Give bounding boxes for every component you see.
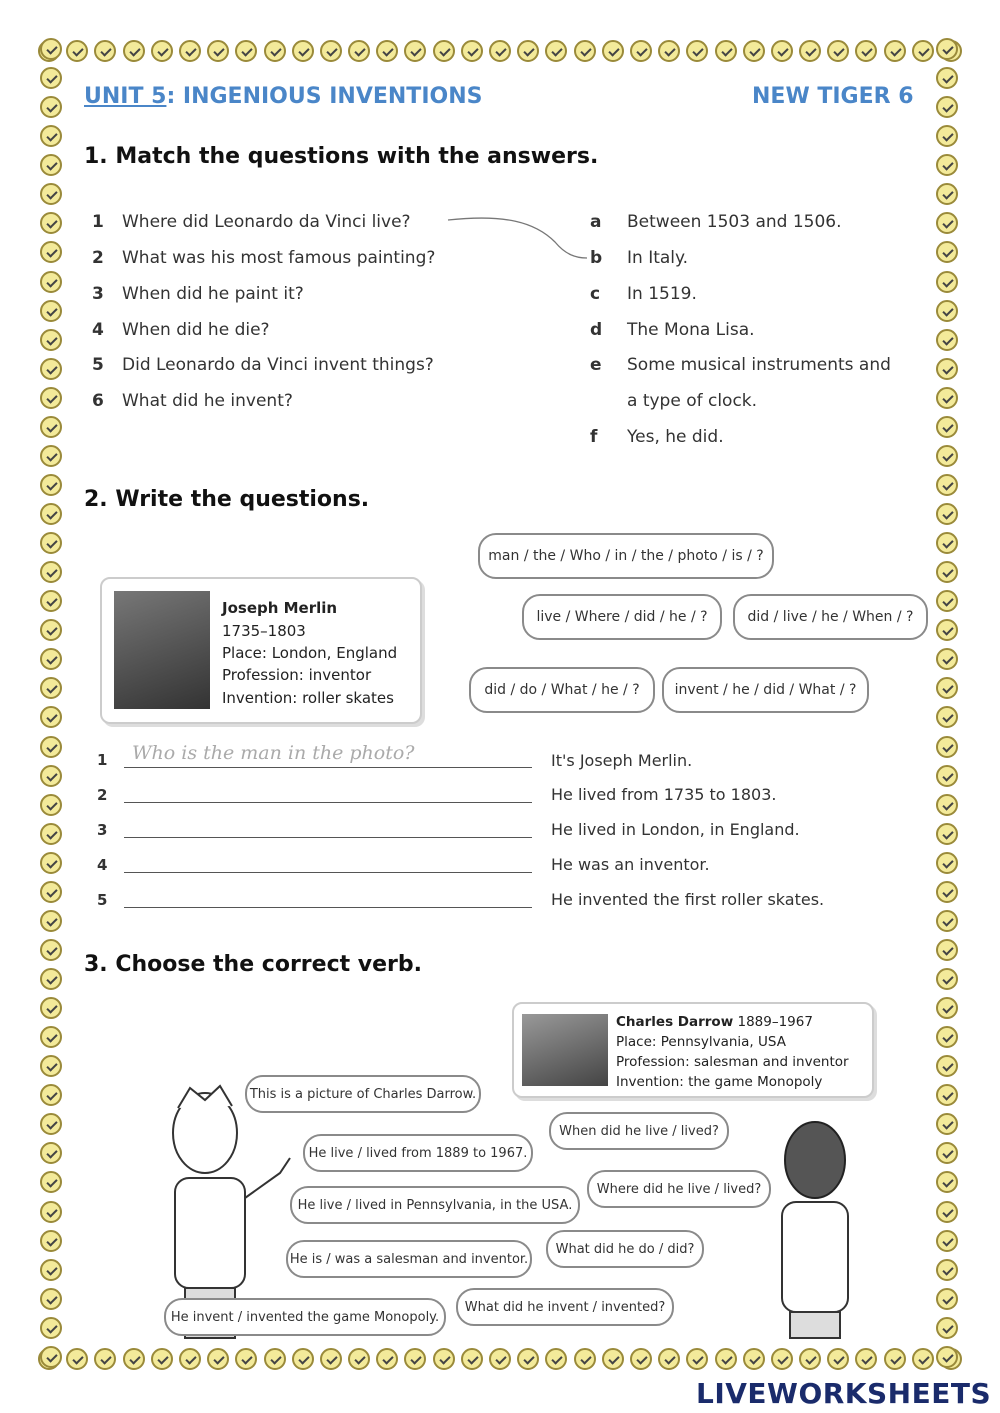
- clock-icon: [151, 40, 173, 62]
- darrow-profession: Profession: salesman and inventor: [616, 1054, 849, 1070]
- clock-icon: [320, 40, 342, 62]
- clock-icon: [40, 474, 62, 496]
- ans-c-text: In 1519.: [627, 284, 697, 304]
- clock-icon: [799, 40, 821, 62]
- clock-icon: [658, 40, 680, 62]
- boy-right-illustration: [760, 1110, 870, 1340]
- ans-f-letter: f: [590, 427, 598, 447]
- right-bubble-3[interactable]: What did he do / did?: [546, 1230, 704, 1268]
- clock-icon: [936, 387, 958, 409]
- clock-icon: [40, 358, 62, 380]
- clock-icon: [433, 40, 455, 62]
- clock-icon: [884, 40, 906, 62]
- right-bubble-4[interactable]: What did he invent / invented?: [456, 1288, 674, 1326]
- unit-label: UNIT 5: [84, 84, 167, 109]
- q5-text: Did Leonardo da Vinci invent things?: [122, 355, 434, 375]
- clock-icon: [936, 1142, 958, 1164]
- clock-icon: [936, 1288, 958, 1310]
- clock-icon: [574, 1348, 596, 1370]
- clock-icon: [936, 1171, 958, 1193]
- clock-icon: [936, 1055, 958, 1077]
- clock-icon: [40, 532, 62, 554]
- clock-icon: [686, 40, 708, 62]
- q6-text: What did he invent?: [122, 391, 293, 411]
- darrow-years: 1889–1967: [737, 1014, 813, 1030]
- clock-icon: [40, 125, 62, 147]
- clock-icon: [348, 40, 370, 62]
- clock-icon: [630, 1348, 652, 1370]
- line1-field[interactable]: [124, 767, 532, 768]
- clock-icon: [40, 939, 62, 961]
- clock-icon: [40, 96, 62, 118]
- clock-icon: [574, 40, 596, 62]
- clock-icon: [936, 619, 958, 641]
- line5-num: 5: [97, 891, 108, 909]
- bubble-q1: man / the / Who / in / the / photo / is / ?: [478, 533, 774, 579]
- clock-icon: [40, 67, 62, 89]
- clock-icon: [40, 997, 62, 1019]
- line3-field[interactable]: [124, 837, 532, 838]
- left-bubble-1: This is a picture of Charles Darrow.: [245, 1075, 481, 1113]
- clock-icon: [743, 40, 765, 62]
- line4-answer: He was an inventor.: [551, 855, 710, 874]
- clock-icon: [936, 590, 958, 612]
- clock-icon: [936, 736, 958, 758]
- ans-d-letter: d: [590, 320, 603, 340]
- clock-icon: [630, 40, 652, 62]
- clock-icon: [936, 416, 958, 438]
- clock-icon: [264, 1348, 286, 1370]
- q1-num: 1: [92, 212, 104, 232]
- q4-text: When did he die?: [122, 320, 270, 340]
- left-bubble-2[interactable]: He live / lived from 1889 to 1967.: [303, 1134, 533, 1172]
- bubble-q3: did / live / he / When / ?: [733, 594, 928, 640]
- clock-icon: [545, 40, 567, 62]
- ans-d-text: The Mona Lisa.: [627, 320, 755, 340]
- ans-c-letter: c: [590, 284, 601, 304]
- clock-icon: [884, 1348, 906, 1370]
- clock-icon: [771, 1348, 793, 1370]
- ans-a-letter: a: [590, 212, 602, 232]
- line1-num: 1: [97, 751, 108, 769]
- bubble-q2: live / Where / did / he / ?: [522, 594, 722, 640]
- ans-e-letter: e: [590, 355, 602, 375]
- clock-icon: [827, 40, 849, 62]
- line2-num: 2: [97, 786, 108, 804]
- clock-icon: [40, 968, 62, 990]
- clock-icon: [40, 1113, 62, 1135]
- clock-icon: [855, 1348, 877, 1370]
- clock-icon: [40, 329, 62, 351]
- clock-icon: [936, 1259, 958, 1281]
- clock-icon: [936, 300, 958, 322]
- clock-icon: [40, 881, 62, 903]
- q2-text: What was his most famous painting?: [122, 248, 436, 268]
- section1-heading: 1. Match the questions with the answers.: [84, 144, 599, 169]
- section3-heading: 3. Choose the correct verb.: [84, 952, 423, 977]
- clock-icon: [40, 503, 62, 525]
- clock-icon: [376, 1348, 398, 1370]
- clock-icon: [40, 823, 62, 845]
- clock-icon: [40, 300, 62, 322]
- clock-icon: [936, 939, 958, 961]
- line4-num: 4: [97, 856, 108, 874]
- clock-icon: [40, 1317, 62, 1339]
- clock-icon: [461, 40, 483, 62]
- line5-answer: He invented the first roller skates.: [551, 890, 825, 909]
- clock-icon: [936, 648, 958, 670]
- clock-icon: [40, 271, 62, 293]
- line1-answer: It's Joseph Merlin.: [551, 751, 693, 770]
- clock-icon: [292, 1348, 314, 1370]
- q5-num: 5: [92, 355, 104, 375]
- clock-icon: [40, 154, 62, 176]
- clock-icon: [461, 1348, 483, 1370]
- clock-icon: [40, 1055, 62, 1077]
- clock-icon: [602, 1348, 624, 1370]
- clock-icon: [799, 1348, 821, 1370]
- clock-icon: [658, 1348, 680, 1370]
- clock-icon: [40, 1026, 62, 1048]
- merlin-portrait: [114, 591, 210, 709]
- q6-num: 6: [92, 391, 104, 411]
- clock-icon: [602, 40, 624, 62]
- merlin-years: 1735–1803: [222, 622, 306, 640]
- clock-icon: [936, 910, 958, 932]
- clock-icon: [404, 1348, 426, 1370]
- left-bubble-4[interactable]: He is / was a salesman and inventor.: [286, 1240, 532, 1278]
- clock-icon: [40, 736, 62, 758]
- darrow-place: Place: Pennsylvania, USA: [616, 1034, 786, 1050]
- clock-icon: [179, 1348, 201, 1370]
- merlin-card: [100, 577, 422, 724]
- left-bubble-5[interactable]: He invent / invented the game Monopoly.: [164, 1298, 446, 1336]
- clock-icon: [123, 40, 145, 62]
- clock-icon: [936, 1026, 958, 1048]
- clock-icon: [40, 241, 62, 263]
- darrow-card: [512, 1002, 874, 1098]
- bubble-q5: invent / he / did / What / ?: [662, 667, 869, 713]
- clock-icon: [743, 1348, 765, 1370]
- clock-icon: [66, 1348, 88, 1370]
- clock-icon: [40, 561, 62, 583]
- clock-icon: [40, 212, 62, 234]
- clock-icon: [376, 40, 398, 62]
- clock-icon: [320, 1348, 342, 1370]
- clock-icon: [40, 1171, 62, 1193]
- clock-icon: [936, 997, 958, 1019]
- clock-icon: [40, 590, 62, 612]
- clock-icon: [936, 1084, 958, 1106]
- ans-b-letter: b: [590, 248, 603, 268]
- left-bubble-3[interactable]: He live / lived in Pennsylvania, in the USA.: [290, 1186, 580, 1224]
- ans-e-text: Some musical instruments and: [627, 355, 891, 375]
- clock-icon: [264, 40, 286, 62]
- clock-icon: [936, 154, 958, 176]
- clock-icon: [207, 1348, 229, 1370]
- clock-icon: [855, 40, 877, 62]
- clock-icon: [936, 96, 958, 118]
- line3-answer: He lived in London, in England.: [551, 820, 800, 839]
- clock-icon: [489, 40, 511, 62]
- clock-icon: [123, 1348, 145, 1370]
- clock-icon: [936, 765, 958, 787]
- clock-icon: [179, 40, 201, 62]
- clock-icon: [936, 1317, 958, 1339]
- q1-text: Where did Leonardo da Vinci live?: [122, 212, 411, 232]
- clock-icon: [936, 67, 958, 89]
- clock-icon: [40, 794, 62, 816]
- clock-icon: [40, 416, 62, 438]
- clock-icon: [40, 183, 62, 205]
- clock-icon: [936, 794, 958, 816]
- border-right: [936, 38, 958, 1368]
- clock-icon: [292, 40, 314, 62]
- clock-icon: [936, 503, 958, 525]
- clock-icon: [40, 852, 62, 874]
- clock-icon: [936, 329, 958, 351]
- clock-icon: [40, 677, 62, 699]
- darrow-invention: Invention: the game Monopoly: [616, 1074, 823, 1090]
- merlin-place: Place: London, England: [222, 644, 398, 662]
- clock-icon: [715, 40, 737, 62]
- clock-icon: [936, 532, 958, 554]
- q3-text: When did he paint it?: [122, 284, 304, 304]
- clock-icon: [433, 1348, 455, 1370]
- clock-icon: [40, 1142, 62, 1164]
- q2-num: 2: [92, 248, 104, 268]
- clock-icon: [936, 271, 958, 293]
- ans-f-text: Yes, he did.: [627, 427, 724, 447]
- ans-e-text-cont: a type of clock.: [627, 391, 758, 411]
- clock-icon: [348, 1348, 370, 1370]
- book-title: NEW TIGER 6: [752, 84, 914, 109]
- clock-icon: [912, 1348, 934, 1370]
- clock-icon: [936, 1346, 958, 1368]
- clock-icon: [40, 387, 62, 409]
- clock-icon: [936, 183, 958, 205]
- line1-written: Who is the man in the photo?: [132, 742, 415, 764]
- merlin-profession: Profession: inventor: [222, 666, 372, 684]
- clock-icon: [936, 881, 958, 903]
- match-line[interactable]: [445, 212, 590, 264]
- unit-title: [84, 84, 482, 109]
- ans-b-text: In Italy.: [627, 248, 689, 268]
- clock-icon: [827, 1348, 849, 1370]
- clock-icon: [771, 40, 793, 62]
- darrow-photo: [522, 1014, 608, 1086]
- clock-icon: [151, 1348, 173, 1370]
- clock-icon: [66, 40, 88, 62]
- clock-icon: [94, 40, 116, 62]
- clock-icon: [912, 40, 934, 62]
- clock-icon: [686, 1348, 708, 1370]
- clock-icon: [40, 910, 62, 932]
- darrow-name: [616, 1014, 813, 1030]
- ans-a-text: Between 1503 and 1506.: [627, 212, 842, 232]
- clock-icon: [40, 1084, 62, 1106]
- border-top: [38, 40, 962, 62]
- clock-icon: [40, 648, 62, 670]
- border-bottom: [38, 1348, 962, 1370]
- right-bubble-1[interactable]: When did he live / lived?: [549, 1112, 729, 1150]
- clock-icon: [936, 852, 958, 874]
- clock-icon: [936, 1230, 958, 1252]
- clock-icon: [40, 1259, 62, 1281]
- clock-icon: [40, 38, 62, 60]
- clock-icon: [517, 1348, 539, 1370]
- clock-icon: [936, 561, 958, 583]
- clock-icon: [936, 474, 958, 496]
- clock-icon: [936, 823, 958, 845]
- right-bubble-2[interactable]: Where did he live / lived?: [587, 1170, 771, 1208]
- clock-icon: [715, 1348, 737, 1370]
- clock-icon: [936, 677, 958, 699]
- clock-icon: [489, 1348, 511, 1370]
- clock-icon: [936, 125, 958, 147]
- line5-field[interactable]: [124, 907, 532, 908]
- clock-icon: [40, 1346, 62, 1368]
- clock-icon: [40, 1201, 62, 1223]
- bubble-q4: did / do / What / he / ?: [469, 667, 655, 713]
- clock-icon: [40, 706, 62, 728]
- clock-icon: [404, 40, 426, 62]
- line3-num: 3: [97, 821, 108, 839]
- line2-answer: He lived from 1735 to 1803.: [551, 785, 777, 804]
- clock-icon: [936, 212, 958, 234]
- q3-num: 3: [92, 284, 104, 304]
- merlin-invention: Invention: roller skates: [222, 689, 394, 707]
- liveworksheets-logo: LIVEWORKSHEETS: [696, 1377, 992, 1410]
- clock-icon: [936, 706, 958, 728]
- clock-icon: [94, 1348, 116, 1370]
- clock-icon: [40, 445, 62, 467]
- line2-field[interactable]: [124, 802, 532, 803]
- clock-icon: [40, 765, 62, 787]
- q4-num: 4: [92, 320, 104, 340]
- darrow-name-text: Charles Darrow: [616, 1014, 734, 1030]
- merlin-name: Joseph Merlin: [222, 599, 338, 617]
- clock-icon: [936, 358, 958, 380]
- border-left: [40, 38, 62, 1368]
- clock-icon: [936, 38, 958, 60]
- clock-icon: [545, 1348, 567, 1370]
- line4-field[interactable]: [124, 872, 532, 873]
- unit-title-text: : INGENIOUS INVENTIONS: [166, 84, 483, 109]
- clock-icon: [235, 1348, 257, 1370]
- clock-icon: [936, 445, 958, 467]
- clock-icon: [40, 1288, 62, 1310]
- clock-icon: [936, 241, 958, 263]
- clock-icon: [936, 1113, 958, 1135]
- clock-icon: [517, 40, 539, 62]
- clock-icon: [207, 40, 229, 62]
- section2-heading: 2. Write the questions.: [84, 487, 370, 512]
- clock-icon: [936, 968, 958, 990]
- clock-icon: [40, 619, 62, 641]
- clock-icon: [40, 1230, 62, 1252]
- clock-icon: [235, 40, 257, 62]
- clock-icon: [936, 1201, 958, 1223]
